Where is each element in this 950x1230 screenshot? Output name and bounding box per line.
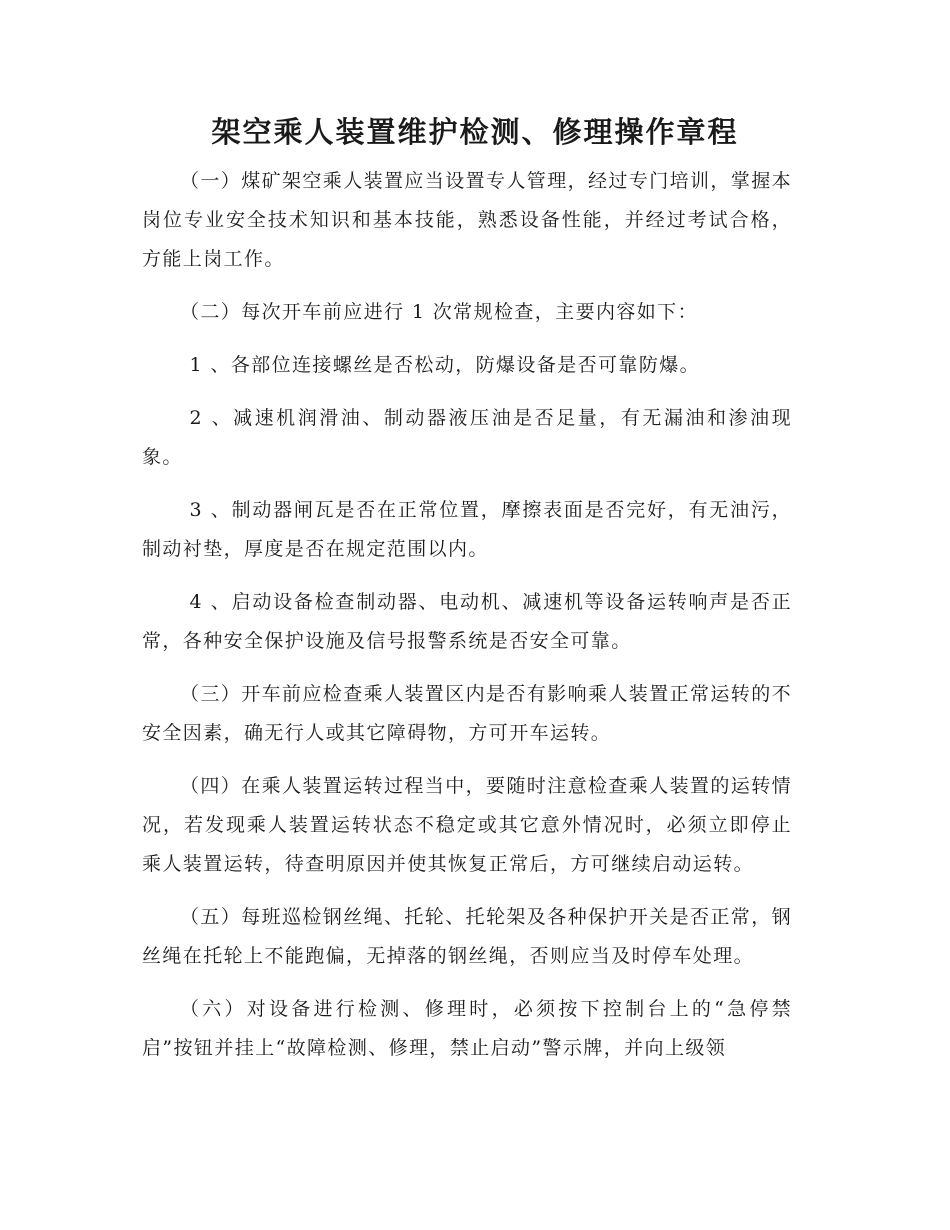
document-body xyxy=(142,162,792,1082)
paragraph-4: 2 、减速机润滑油、制动器液压油是否足量，有无漏油和渗油现象。 xyxy=(142,407,792,468)
document-title: 架空乘人装置维护检测、修理操作章程 xyxy=(211,115,739,149)
paragraph-6: 4 、启动设备检查制动器、电动机、减速机等设备运转响声是否正常，各种安全保护设施及信号报警系统是否安全可靠。 xyxy=(142,591,792,652)
paragraph-3: 1 、各部位连接螺丝是否松动，防爆设备是否可靠防爆。 xyxy=(189,354,701,376)
paragraph-10: （六）对设备进行检测、修理时，必须按下控制台上的“急停禁启”按钮并挂上“故障检测、修理，禁止启动”警示牌，并向上级领 xyxy=(142,998,792,1059)
paragraph-8: （四）在乘人装置运转过程当中，要随时注意检查乘人装置的运转情况，若发现乘人装置运转状态不稳定或其它意外情况时，必须立即停止乘人装置运转，待查明原因并使其恢复正常后，方可继续启动运转。 xyxy=(142,775,793,875)
paragraph-2: （二）每次开车前应进行 1 次常规检查，主要内容如下： xyxy=(180,301,698,323)
paragraph-5: 3 、制动器闸瓦是否在正常位置，摩擦表面是否完好，有无油污，制动衬垫，厚度是否在规定范围以内。 xyxy=(142,499,792,560)
paragraph-9: （五）每班巡检钢丝绳、托轮、托轮架及各种保护开关是否正常，钢丝绳在托轮上不能跑偏，无掉落的钢丝绳，否则应当及时停车处理。 xyxy=(142,906,793,967)
paragraph-1: （一）煤矿架空乘人装置应当设置专人管理，经过专门培训，掌握本岗位专业安全技术知识和基本技能，熟悉设备性能，并经过考试合格，方能上岗工作。 xyxy=(142,170,793,270)
paragraph-7: （三）开车前应检查乘人装置区内是否有影响乘人装置正常运转的不安全因素，确无行人或其它障碍物，方可开车运转。 xyxy=(142,683,793,744)
